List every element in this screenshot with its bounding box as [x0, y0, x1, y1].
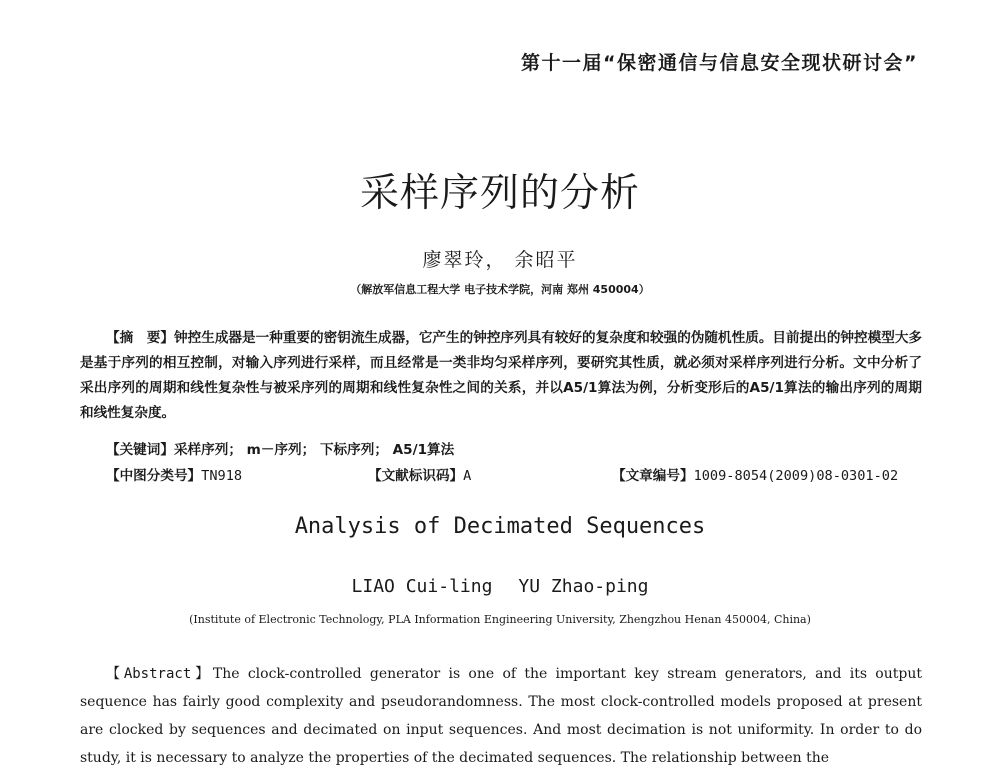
authors-english [0, 576, 1000, 597]
document-code-label: 【文献标识码】 [368, 468, 464, 484]
title-chinese: 采样序列的分析 [359, 171, 640, 216]
abstract-chinese [80, 326, 922, 426]
article-number-label: 【文章编号】 [612, 468, 694, 484]
abstract-chinese-label: 【摘 要】 [106, 330, 175, 346]
clc-label: 【中图分类号】 [106, 468, 202, 484]
author-1-english: LIAO Cui-ling [351, 576, 493, 597]
document-code-value: A [463, 468, 472, 484]
document-code [368, 464, 471, 489]
affiliation-chinese: （解放军信息工程大学 电子技术学院，河南 郑州 450004） [350, 283, 650, 296]
article-number [612, 464, 898, 489]
classification-line [106, 464, 926, 489]
abstract-english-label: 【Abstract】 [106, 666, 213, 682]
authors-chinese: 廖翠玲， 余昭平 [422, 249, 578, 271]
author-2-english: YU Zhao-ping [518, 576, 649, 597]
keywords-line [106, 438, 926, 463]
abstract-english-text: The clock-controlled generator is one of the important key stream generators, and its output sequence has fairly good complexity and pseudorandomness. The most clock-controlled models proposed at present are clocked by sequences and decimated on input sequences. And most decimation is not uniformity. In order to do study, it is necessary to analyze the properties of the decimated sequences. The relationship between the [80, 666, 922, 766]
abstract-chinese-text: 钟控生成器是一种重要的密钥流生成器，它产生的钟控序列具有较好的复杂度和较强的伪随机性质。目前提出的钟控模型大多是基于序列的相互控制，对输入序列进行采样，而且经常是一类非均匀采样序列，要研究其性质，就必须对采样序列进行分析。文中分析了采出序列的周期和线性复杂性与被采序列的周期和线性复杂性之间的关系，并以A5/1算法为例，分析变形后的A5/1算法的输出序列的周期和线性复杂度。 [80, 330, 923, 421]
clc-value: TN918 [201, 468, 243, 484]
keywords-label: 【关键词】 [106, 442, 174, 458]
keywords-text: 采样序列； m－序列； 下标序列； A5/1算法 [173, 442, 455, 458]
clc-number [106, 464, 242, 489]
article-number-value: 1009-8054(2009)08-0301-02 [693, 468, 899, 484]
abstract-english [80, 660, 922, 772]
title-english: Analysis of Decimated Sequences [294, 514, 706, 539]
affiliation-english: (Institute of Electronic Technology, PLA Information Engineering University, Zhengzhou Henan 450004, China) [189, 613, 811, 626]
conference-header: 第十一届“保密通信与信息安全现状研讨会” [521, 52, 918, 74]
